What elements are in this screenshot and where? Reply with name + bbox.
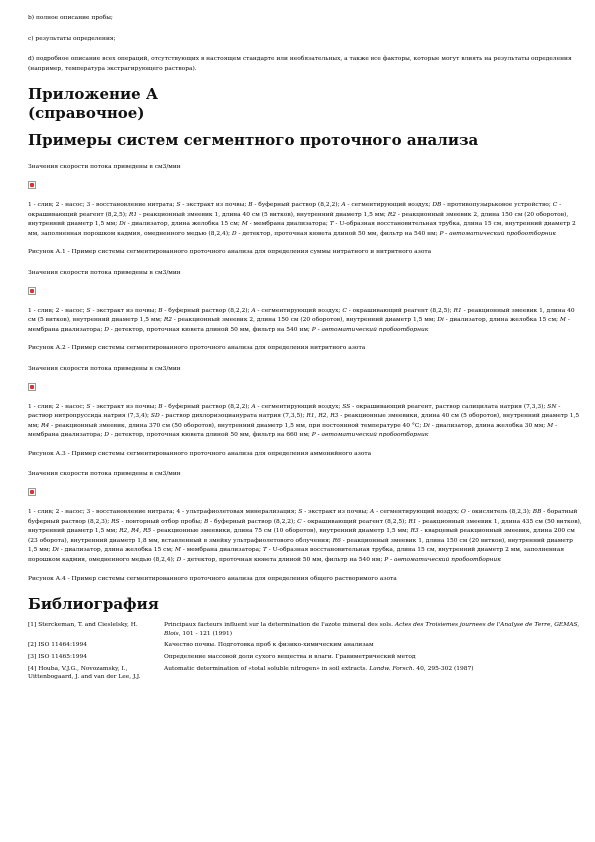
bibliography-ref: [1] Sterckeman, T. and Cieslelsky, H.	[28, 622, 138, 629]
italic-text: R1	[408, 518, 417, 525]
text-segment: - окислитель (8,2,3);	[465, 509, 533, 516]
text-segment: - детектор, проточная кювета длиной 50 мм, фильтр на 660 нм;	[108, 432, 312, 439]
text-segment: - экстракт из почвы;	[90, 403, 159, 410]
text-segment: - реакционный змеевик, длина 370 см (50 оборотов), внутренний диаметр 1,5 мм, при постоянной температуре 40 °С;	[49, 422, 424, 429]
italic-text: C	[297, 518, 302, 525]
text-segment: - буферный раствор (8,2,2);	[252, 201, 342, 208]
figure-caption: Рисунок А.2 - Пример системы сегментированного проточного анализа для определения нитритного азота	[28, 345, 366, 352]
italic-text: R1	[128, 211, 138, 218]
figure-legend	[28, 201, 583, 239]
text-segment: - сегментирующий воздух;	[255, 403, 343, 410]
italic-text: R1, R2, R3	[306, 413, 339, 420]
italic-text: DB	[432, 201, 442, 208]
text-segment: - диализатор, длина желобка 30 мм;	[429, 422, 548, 429]
figure-caption: Рисунок А.3 - Пример системы сегментированного проточного анализа для определения аммонийного азота	[28, 450, 372, 457]
text-segment: - мембрана диализатора;	[28, 422, 558, 439]
italic-text: B	[248, 201, 253, 208]
italic-text: R2	[163, 317, 173, 324]
broken-image-icon	[28, 287, 36, 295]
bibliography-ref: [4] Houba, V.J.G., Novozamsky, I., Uittenbogaard, J. and van der Lee, J.J.	[28, 665, 141, 681]
bibliography-body	[164, 665, 583, 685]
italic-text: P - автоматический пробоотборник	[311, 432, 429, 439]
italic-text: P - автоматический пробоотборник	[439, 230, 556, 237]
text-segment: - U-образная восстановительная трубка, длина 15 см, внутренний диаметр 2 мм, заполненная порошком кадмия, омедненного медью (8,2,4);	[28, 547, 565, 564]
appendix-kind: (справочное)	[28, 104, 145, 123]
italic-text: A	[370, 509, 375, 516]
italic-text: Di	[119, 221, 126, 228]
list-item: b) полное описание пробы;	[28, 15, 113, 21]
bibliography-entry	[28, 665, 583, 685]
italic-text: M	[547, 422, 554, 429]
italic-text: S	[86, 403, 91, 410]
italic-text: T	[262, 547, 267, 554]
italic-text: D	[176, 557, 182, 564]
italic-text: A	[251, 403, 256, 410]
text-segment: - буферный раствор (8,2,2);	[208, 518, 298, 525]
text-segment: - экстракт из почвы;	[90, 307, 159, 314]
text-segment: Principaux facteurs influent sur la determination de l'azote mineral des sols.	[164, 622, 395, 629]
text-segment: - детектор, проточная кювета длиной 50 мм, фильтр на 540 нм;	[108, 326, 312, 333]
text-segment: Automatic determination of «total soluble nitrogen» in soil extracts.	[164, 665, 370, 672]
italic-text: R6	[332, 537, 341, 544]
bibliography-body	[164, 641, 583, 653]
figure-caption: Рисунок А.1 - Пример системы сегментированного проточного анализа для определения суммы нитратного и нитритного азота	[28, 249, 432, 256]
italic-text: S	[176, 201, 181, 208]
text-segment: - экстракт из почвы;	[180, 201, 249, 208]
bibliography-entry	[28, 641, 583, 653]
italic-text: D	[104, 432, 109, 439]
text-segment: - реакционный змеевик 2, длина 150 см (20 оборотов), внутренний диаметр 1,5 мм;	[172, 317, 438, 324]
text-segment: 40, 295-302 (1987)	[414, 665, 474, 672]
italic-text: R4	[41, 422, 50, 429]
italic-text: C	[342, 307, 347, 314]
bibliography-ref: [2] ISO 11464:1994	[28, 642, 87, 649]
text-segment: 1 - слив; 2 - насос; 3 - восстановление нитрата; 4 - ультрафиолетовая минерализация;	[28, 509, 299, 516]
flow-rate-note: Значения скорости потока приведены в см3/мин	[28, 269, 181, 276]
text-segment: , 101 - 121 (1991)	[178, 630, 233, 637]
list-item: d) подробное описание всех операций, отсутствующих в настоящем стандарте или необязательных, а также все факторы, которые могут влиять на результаты определения (например, температура экстрагирующего раствора).	[28, 56, 572, 72]
broken-image-icon	[28, 181, 36, 189]
bibliography-title: Библиография	[28, 595, 159, 614]
bibliography-ref: [3] ISO 11465:1994	[28, 654, 87, 660]
text-segment: - реакционный змеевик 1, длина 40 см (5 витков), внутренний диаметр 1,5 мм;	[28, 307, 575, 324]
italic-text: P - автоматический пробоотборник	[384, 557, 501, 564]
italic-text: T	[329, 221, 334, 228]
text-segment: - окрашивающий реагент, раствор салицилата натрия (7,3,3);	[350, 403, 548, 410]
text-segment: - противопузырьковое устройство;	[441, 201, 553, 208]
text-segment: 1 - слив; 2 - насос;	[28, 403, 87, 410]
text-segment: 1 - слив; 2 - насос; 3 - восстановление нитрата;	[28, 201, 177, 208]
italic-text: SN	[547, 403, 557, 410]
italic-text: B	[158, 307, 163, 314]
flow-rate-note: Значения скорости потока приведены в см3/мин	[28, 164, 181, 171]
italic-text: Di	[52, 547, 59, 554]
text-segment: - раствор дихлоризоцианурата натрия (7,3,5);	[159, 413, 307, 420]
text-segment: - диализатор, длина желобка 15 см;	[443, 317, 560, 324]
italic-text: RS	[111, 518, 120, 525]
text-segment: - реакционные змеевики, длина 40 см (5 оборотов), внутренний диаметр 1,5 мм;	[28, 413, 580, 429]
italic-text: S	[298, 509, 303, 516]
figure-caption: Рисунок А.4 - Пример системы сегментированного проточного анализа для определения общего растворимого азота	[28, 575, 397, 582]
italic-text: A	[251, 307, 256, 314]
text-segment: - диализатор, длина желобка 15 см;	[125, 221, 242, 228]
figure-legend	[28, 508, 583, 566]
broken-image-icon	[28, 488, 36, 496]
text-segment: - детектор, проточная кювета длиной 50 мм, фильтр на 540 нм;	[236, 230, 440, 237]
text-segment: - окрашивающий реагент (8,2,5);	[301, 518, 409, 525]
bibliography-entry	[28, 621, 583, 641]
flow-rate-note: Значения скорости потока приведены в см3/мин	[28, 471, 181, 478]
text-segment: - реакционные змеевики, длина 75 см (10 оборотов), внутренний диаметр 1,5 мм;	[151, 528, 411, 535]
figure-legend	[28, 307, 583, 336]
bibliography-table	[28, 621, 583, 685]
bibliography-body	[164, 621, 583, 641]
text-segment: - повторный отбор пробы;	[119, 518, 204, 525]
italic-text: M	[241, 221, 248, 228]
italic-text: R3	[410, 528, 419, 535]
text-segment: - сегментирующий воздух;	[255, 307, 343, 314]
text-segment: Качество почвы. Подготовка проб к физико-химическим анализам	[164, 642, 374, 649]
bibliography-body	[164, 653, 583, 665]
text-segment: - сегментирующий воздух;	[374, 509, 462, 516]
figure-list	[28, 163, 583, 584]
italic-text: R1	[453, 307, 462, 314]
text-segment: Определение массовой доли сухого вещества и влаги. Гравиметрический метод	[164, 654, 416, 660]
italic-text: S	[86, 307, 91, 314]
italic-text: A	[341, 201, 346, 208]
text-segment: - детектор, проточная кювета длиной 50 мм, фильтр на 540 нм;	[181, 557, 385, 564]
text-segment: - экстракт из почвы;	[302, 509, 371, 516]
appendix-label: Приложение А	[28, 85, 159, 104]
text-segment: - мембрана диализатора;	[247, 221, 330, 228]
flow-rate-note: Значения скорости потока приведены в см3/мин	[28, 365, 181, 372]
text-segment: - реакционный змеевик 2, длина 150 см (20 оборотов), внутренний диаметр 1,5 мм;	[28, 211, 569, 228]
italic-text: O	[461, 509, 466, 516]
text-segment: - сегментирующий воздух;	[345, 201, 433, 208]
italic-text: BB	[532, 509, 542, 516]
italic-text: D	[104, 326, 109, 333]
appendix-title: Примеры систем сегментного проточного анализа	[28, 131, 479, 150]
text-segment: - окрашивающий реагент (8,2,5);	[28, 201, 562, 218]
text-segment: - мембрана диализатора;	[180, 547, 263, 554]
italic-text: Actes des Troisiemes journees de l'Analyse de Terre, GEMAS, Blois	[164, 622, 580, 637]
text-segment: - реакционный змеевик 1, длина 150 см (20 витков), внутренний диаметр 1,5 мм;	[28, 537, 573, 554]
italic-text: Di	[423, 422, 430, 429]
list-item: c) результаты определения;	[28, 35, 116, 42]
italic-text: B	[203, 518, 209, 525]
italic-text: SS	[342, 403, 351, 410]
text-segment: - боратный буферный раствор (8,2,3);	[28, 509, 578, 525]
text-segment: - диализатор, длина желобка 15 см;	[58, 547, 175, 554]
italic-text: M	[559, 317, 566, 324]
text-segment: - буферный раствор (8,2,2);	[162, 307, 252, 314]
italic-text: SD	[150, 413, 160, 420]
italic-text: P - автоматический пробоотборник	[311, 326, 429, 333]
text-segment: - кварцевый реакционный змеевик, длина 200 см (23 оборота), внутренний диаметр 1,8 мм, вставленный в змейку ультрафиолетового облучения;	[28, 528, 575, 544]
text-segment: - реакционный змеевик 1, длина 435 см (50 витков), внутренний диаметр 1,5 мм;	[28, 518, 582, 535]
text-segment: 1 - слив; 2 - насос;	[28, 307, 87, 314]
text-segment: - раствор нитропруссида натрия (7,3,4);	[28, 403, 561, 420]
italic-text: M	[174, 547, 181, 554]
italic-text: R2, R4, R5	[119, 528, 152, 535]
broken-image-icon	[28, 383, 36, 391]
italic-text: D	[231, 230, 237, 237]
italic-text: C	[552, 201, 558, 208]
figure-legend	[28, 403, 583, 441]
italic-text: Landw. Forsch.	[369, 665, 415, 672]
bibliography-entry	[28, 653, 583, 665]
text-segment: - реакционный змеевик 1, длина 40 см (5 витков), внутренний диаметр 1,5 мм;	[137, 211, 388, 218]
text-segment: - U-образная восстановительная трубка, длина 15 см, внутренний диаметр 2 мм, заполненная порошком кадмия, омедненного медью (8,2,4);	[28, 221, 576, 237]
italic-text: R2	[387, 211, 396, 218]
text-segment: - буферный раствор (8,2,2);	[162, 403, 252, 410]
text-segment: - окрашивающий реагент (8,2,5);	[346, 307, 454, 314]
italic-text: Di	[437, 317, 444, 324]
text-segment: - мембрана диализатора;	[28, 317, 570, 333]
italic-text: B	[158, 403, 163, 410]
